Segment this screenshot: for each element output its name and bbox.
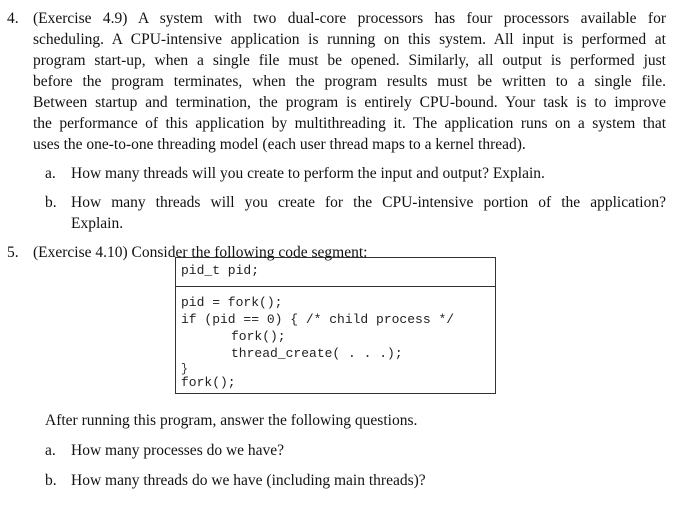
q5-intro: (Exercise 4.10) Consider the following code segment: bbox=[33, 244, 368, 261]
q4-b-label: b. bbox=[45, 194, 57, 211]
q5-after-text: After running this program, answer the following questions. bbox=[45, 412, 418, 429]
q4-number: 4. bbox=[7, 10, 19, 27]
q4-line-6: the performance of this application by multithreading it. The application runs on a system that bbox=[33, 115, 666, 132]
q4-line-7: uses the one-to-one threading model (each user thread maps to a kernel thread). bbox=[33, 136, 526, 153]
code-line-1: pid = fork(); bbox=[181, 295, 283, 310]
code-line-6: fork(); bbox=[181, 375, 236, 390]
code-line-5: } bbox=[181, 363, 188, 376]
q5-number: 5. bbox=[7, 244, 19, 261]
q4-b-line-2: Explain. bbox=[71, 215, 124, 232]
code-divider bbox=[176, 286, 495, 287]
q4-line-2: scheduling. A CPU-intensive application is running on this system. All input is performed at bbox=[33, 31, 666, 48]
code-line-2: if (pid == 0) { /* child process */ bbox=[181, 312, 455, 327]
q4-a-text: How many threads will you create to perform the input and output? Explain. bbox=[71, 165, 545, 182]
code-line-3: fork(); bbox=[231, 329, 286, 344]
q5-b-label: b. bbox=[45, 472, 57, 489]
q4-line-4: before the program terminates, when the program results must be written to a single file. bbox=[33, 73, 666, 90]
q4-b-line-1: How many threads will you create for the CPU-intensive portion of the application? bbox=[71, 194, 666, 211]
q4-line-3: program start-up, when a single file must be opened. Similarly, all output is performed just bbox=[33, 52, 666, 69]
q4-line-5: Between startup and termination, the program is entirely CPU-bound. Your task is to improve bbox=[33, 94, 666, 111]
code-declaration: pid_t pid; bbox=[181, 263, 260, 278]
code-segment-box bbox=[175, 257, 496, 394]
q5-a-text: How many processes do we have? bbox=[71, 442, 285, 459]
q5-b-text: How many threads do we have (including main threads)? bbox=[71, 472, 426, 489]
q4-a-label: a. bbox=[45, 165, 56, 182]
code-line-4: thread_create( . . .); bbox=[231, 346, 403, 361]
q5-a-label: a. bbox=[45, 442, 56, 459]
q4-line-1: (Exercise 4.9) A system with two dual-core processors has four processors available for bbox=[33, 10, 666, 27]
